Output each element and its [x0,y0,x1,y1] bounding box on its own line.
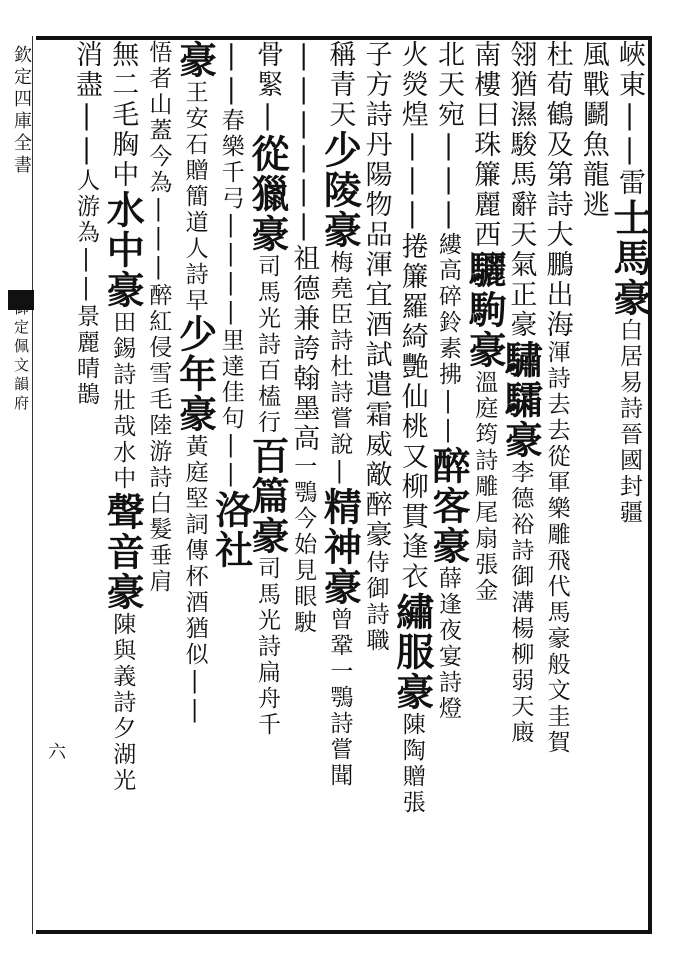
text-segment: 梅堯臣詩杜詩嘗說| [326,250,353,487]
headword: 從獵豪 [245,134,290,254]
text-segment: 陳陶贈張 [398,712,425,816]
section-title: 御定佩文韻府 [12,300,30,414]
text-column [141,40,175,930]
text-segment: 白居易詩晉國封疆 [616,318,642,526]
text-column [208,40,254,930]
headword: 驪駒豪 [462,250,508,370]
text-segment: || [215,40,247,108]
headword: 百篇豪 [245,436,290,556]
headword: 少年豪 [172,314,218,434]
text-column [245,40,290,930]
text-column [498,40,544,930]
text-column [172,40,218,930]
text-column [426,40,471,930]
text-column [100,40,146,930]
text-segment: 曾鞏一鶚詩嘗聞 [326,607,353,789]
text-segment: 北天宛||| [433,40,464,232]
headword: 精神豪 [317,487,363,607]
text-segment: 人游為|| [73,168,99,304]
headword: 繡服豪 [389,592,435,712]
headword: 洛社 [208,490,254,570]
headword: 水中豪 [100,190,146,310]
text-column [462,40,508,930]
text-segment: 醉紅侵雪毛陸游詩白髮垂肩 [145,283,172,595]
text-segment: 田錫詩壯哉水中 [109,310,136,492]
text-segment: 司馬光詩扁舟千 [254,556,280,738]
text-column [389,40,435,930]
headword: 驌驦豪 [498,340,544,460]
text-segment: 骨緊| [252,40,283,134]
text-segment: 李德裕詩御溝楊柳弱天廄 [507,460,534,746]
text-segment: 渾詩去去從軍樂雕飛代馬豪般文圭賀 [543,340,570,756]
book-title: 欽定四庫全書 [11,45,32,177]
text-column [69,40,103,930]
headword: 少陵豪 [317,130,363,250]
text-segment: 溫庭筠詩雕尾扇張金 [471,370,498,604]
text-segment: 悟者山蓋今為||| [145,40,172,283]
text-segment: 薛逢夜宴詩燈 [435,566,461,722]
text-segment: 稱青天 [324,40,356,130]
text-segment: 峽東||雷 [614,40,645,198]
text-segment: 黃庭堅詞傳杯酒猶似|| [181,434,208,726]
text-segment: 侍御詩職 [362,550,389,654]
frame-right-border [648,36,652,934]
text-segment: 杜荀鶴及第詩大鵬出海 [541,40,573,340]
text-segment: ||||||祖德兼誇翰墨高 [288,40,320,454]
text-segment: 司馬光詩百榼行 [254,254,280,436]
text-segment: 南樓日珠簾麗西 [469,40,501,250]
text-column [576,40,610,930]
text-column [359,40,393,930]
text-segment: 消盡|| [71,40,102,168]
text-segment: 陳與義詩夕湖光 [109,612,136,794]
frame-bottom-border [36,930,652,934]
text-column [317,40,363,930]
page-number: 六 [45,742,66,760]
text-segment: 一鶚今始見眼駛 [290,454,317,636]
text-segment: 子方詩丹陽物品渾宜酒試遣霜威敵醉豪 [360,40,392,550]
text-column [540,40,574,930]
text-segment: 王安石贈簡道人詩早 [181,80,208,314]
text-column [286,40,320,930]
headword: 豪 [172,40,218,80]
text-segment: 景麗晴鵲 [73,304,99,408]
headword: 醉客豪 [426,446,471,566]
text-segment: 火熒煌|||捲簾羅綺艷仙桃又柳貫逢衣 [396,40,428,592]
text-segment: 里達佳句|| [217,328,244,490]
text-segment: 春樂千弓|||| [217,108,244,328]
text-segment: 翎猶濕駿馬辭天氣正豪 [505,40,537,340]
text-segment: 風戰鬬魚龍逃 [577,40,609,220]
headword: 聲音豪 [100,492,146,612]
text-segment: 縷高碎鈴素拂|| [435,232,461,446]
headword: 士馬豪 [607,198,652,318]
text-column [607,40,652,930]
text-segment: 無二毛胸中 [107,40,139,190]
